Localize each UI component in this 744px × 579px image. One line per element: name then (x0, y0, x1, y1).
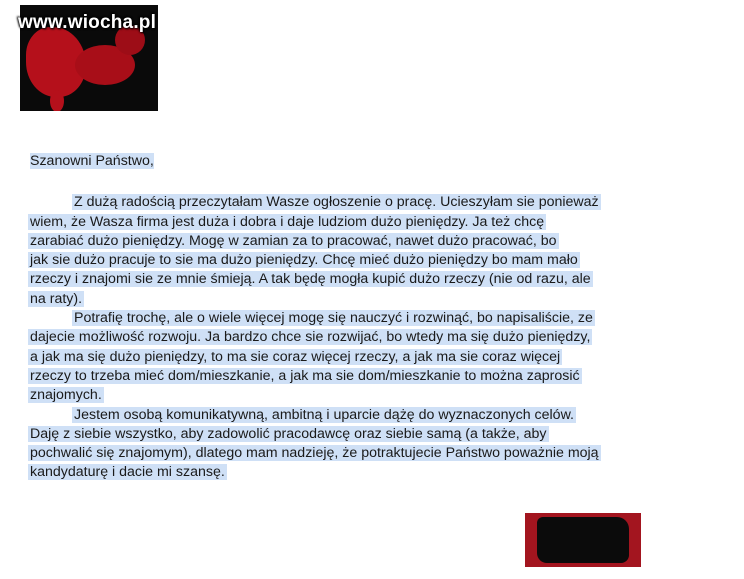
text-line: kandydaturę i dacie mi szansę. (30, 464, 225, 481)
text-line: rzeczy i znajomi sie ze mnie śmieją. A tak będę mogła kupić dużo rzeczy (nie od razu, ale (30, 271, 591, 288)
salutation-text: Szanowni Państwo, (30, 153, 154, 169)
text-line: na raty). (30, 290, 83, 307)
red-ink-drip (50, 90, 64, 111)
text-line: rzeczy to trzeba mieć dom/mieszkanie, a jak ma sie dom/mieszkanie to można zaprosić (30, 367, 580, 384)
text-line: dajecie możliwość rozwoju. Ja bardzo chce sie rozwijać, bo wtedy ma się dużo pieniędzy, (30, 329, 591, 346)
text-line: Potrafię trochę, ale o wiele więcej mogę się nauczyć i rozwinąć, bo napisaliście, ze (74, 310, 593, 327)
site-watermark: www.wiocha.pl (18, 12, 157, 33)
text-line: Daję z siebie wszystko, aby zadowolić pracodawcę oraz siebie samą (a także, aby (30, 425, 547, 442)
paragraph-3 (28, 406, 718, 483)
paragraph-2 (28, 309, 718, 405)
text-line: pochwalić się znajomym), dlatego mam nadzieję, że potraktujecie Państwo poważnie moją (30, 445, 599, 462)
redacted-signature (525, 513, 641, 567)
paragraph-1 (28, 193, 718, 309)
text-line: znajomych. (30, 387, 102, 404)
text-line: Jestem osobą komunikatywną, ambitną i uparcie dążę do wyznaczonych celów. (74, 406, 574, 423)
salutation (30, 152, 718, 171)
cover-letter (28, 152, 718, 483)
text-line: Z dużą radością przeczytałam Wasze ogłoszenie o pracę. Ucieszyłam sie ponieważ (74, 194, 599, 211)
text-line: wiem, że Wasza firma jest duża i dobra i daje ludziom dużo pieniędzy. Ja też chcę (30, 213, 545, 230)
text-line: zarabiać dużo pieniędzy. Mogę w zamian za to pracować, nawet dużo pracować, bo (30, 232, 557, 249)
signature-ink (537, 517, 629, 563)
text-line: jak sie dużo pracuje to sie ma dużo pieniędzy. Chcę mieć dużo pieniędzy bo mam mało (30, 252, 578, 269)
text-line: a jak ma się dużo pieniędzy, to ma sie coraz więcej rzeczy, a jak ma sie coraz więcej (30, 348, 561, 365)
